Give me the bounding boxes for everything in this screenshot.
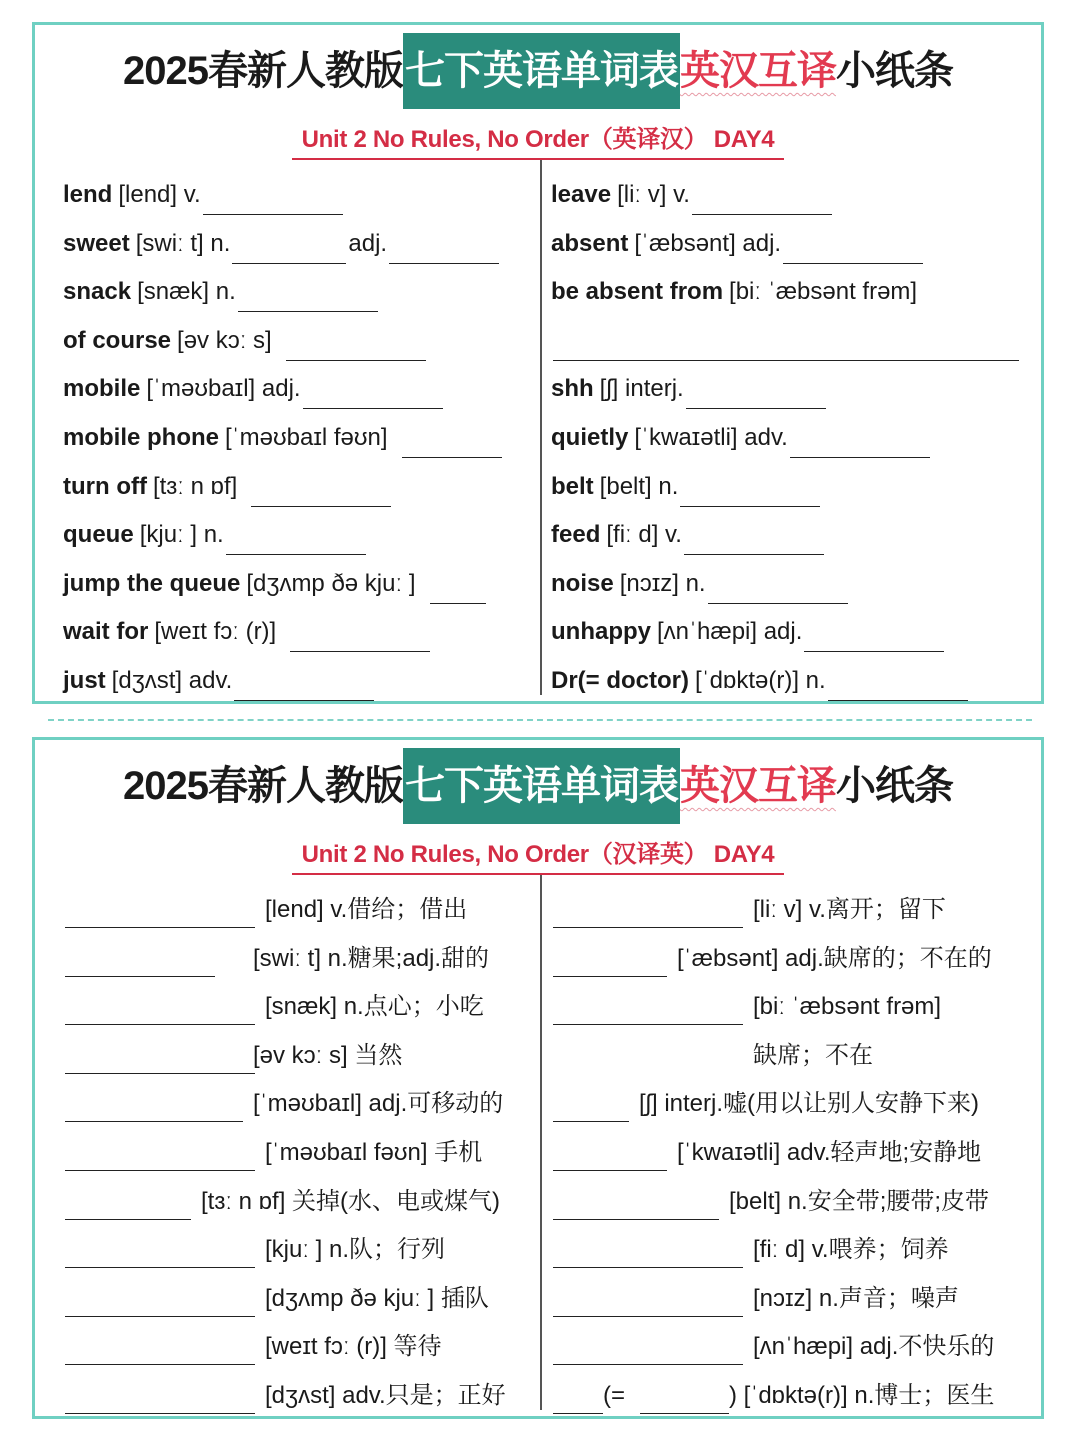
- vocab-row: [551, 987, 1031, 1027]
- vocab-meaning: [ˈæbsənt] adj.缺席的；不在的: [677, 944, 992, 972]
- cut-line-divider: [48, 719, 1032, 721]
- vocab-row: [63, 1036, 543, 1076]
- vocab-phonetic: [əv kɔː s]: [177, 326, 272, 354]
- answer-blank[interactable]: [303, 378, 443, 409]
- answer-blank[interactable]: [65, 1286, 255, 1317]
- answer-blank[interactable]: [553, 1140, 667, 1171]
- vocab-meaning: [ʃ] interj.嘘(用以让别人安静下来): [639, 1090, 980, 1118]
- vocab-meaning: [ˈkwaɪətli] adv.轻声地;安静地: [677, 1139, 982, 1166]
- sheet-title: [35, 748, 1041, 824]
- answer-blank[interactable]: [790, 427, 930, 458]
- vocab-phonetic: [ˈdɒktə(r)] n.: [695, 667, 826, 694]
- vocab-word: unhappy: [551, 618, 651, 646]
- vocab-row: [63, 1230, 543, 1270]
- answer-blank[interactable]: [692, 184, 832, 215]
- vocab-phonetic: [biː ˈæbsənt frəm]: [729, 278, 918, 306]
- vocab-word: turn off: [63, 472, 147, 500]
- answer-blank[interactable]: [828, 670, 968, 701]
- vocab-row: [551, 175, 834, 215]
- vocab-meaning: [dʒʌst] adv.只是；正好: [265, 1382, 506, 1409]
- vocab-word: mobile phone: [63, 424, 219, 451]
- vocab-meaning: [liː v] v.离开；留下: [753, 896, 946, 923]
- answer-blank[interactable]: [553, 1237, 743, 1268]
- vocab-meaning: [snæk] n.点心；小吃: [265, 993, 484, 1021]
- vocab-meaning: [fiː d] v.喂养；饲养: [753, 1236, 949, 1264]
- vocab-row: [63, 939, 543, 979]
- vocab-meaning: [nɔɪz] n.声音；噪声: [753, 1284, 959, 1312]
- vocab-row: [551, 1376, 1031, 1416]
- answer-blank[interactable]: [286, 330, 426, 361]
- vocab-phonetic: [ˈməʊbaɪl fəʊn]: [225, 424, 388, 451]
- vocab-row: [63, 467, 393, 507]
- vocab-word: just: [63, 667, 106, 694]
- answer-blank[interactable]: [232, 233, 346, 264]
- vocab-row: [551, 1182, 1031, 1222]
- vocab-phonetic: [liː v] v.: [617, 181, 690, 208]
- vocab-row: [551, 564, 850, 604]
- answer-blank[interactable]: [553, 946, 667, 977]
- vocab-word: absent: [551, 229, 629, 257]
- vocab-row: [63, 987, 543, 1027]
- vocab-row: [63, 272, 380, 312]
- vocab-meaning: [weɪt fɔː (r)] 等待: [265, 1333, 442, 1361]
- answer-blank[interactable]: [65, 946, 215, 977]
- answer-blank[interactable]: [553, 994, 743, 1025]
- vocab-row: [551, 1133, 1031, 1173]
- vocab-row: [551, 515, 826, 555]
- answer-blank[interactable]: [553, 330, 1019, 361]
- answer-blank[interactable]: [65, 1237, 255, 1268]
- vocab-word: mobile: [63, 375, 141, 403]
- title-part4: 小纸条: [835, 49, 953, 93]
- vocab-meaning: ) [ˈdɒktə(r)] n.博士；医生: [729, 1382, 995, 1409]
- sheet-title: [35, 33, 1041, 109]
- vocab-row: [63, 1327, 543, 1367]
- vocab-meaning: (=: [603, 1382, 626, 1409]
- vocab-phonetic: [snæk] n.: [137, 278, 236, 306]
- answer-blank[interactable]: [553, 1334, 743, 1365]
- vocab-row: [551, 272, 917, 312]
- vocab-row: [63, 1182, 543, 1222]
- answer-blank[interactable]: [226, 524, 366, 555]
- vocab-meaning: [ˈməʊbaɪl] adj.可移动的: [253, 1090, 504, 1118]
- title-part3: 英汉互译: [679, 49, 836, 93]
- vocab-word: sweet: [63, 229, 130, 257]
- vocab-phonetic: [fiː d] v.: [606, 521, 682, 549]
- answer-blank[interactable]: [65, 1091, 243, 1122]
- vocab-word: shh: [551, 375, 594, 403]
- vocab-meaning: [swiː t] n.糖果;adj.甜的: [253, 944, 490, 972]
- vocab-row: [63, 612, 432, 652]
- vocab-word: snack: [63, 278, 132, 306]
- answer-blank[interactable]: [290, 621, 430, 652]
- vocab-word: queue: [63, 521, 134, 549]
- answer-blank[interactable]: [684, 524, 824, 555]
- vocab-phonetic: [dʒʌst] adv.: [111, 667, 233, 694]
- vocab-phonetic: [ˈkwaɪətli] adv.: [634, 424, 788, 451]
- vocab-row: [63, 175, 345, 215]
- vocab-row: [63, 1376, 543, 1416]
- vocab-word: noise: [551, 569, 614, 597]
- answer-blank[interactable]: [238, 281, 378, 312]
- vocab-phonetic: [ˈməʊbaɪl] adj.: [146, 375, 301, 403]
- vocab-row: [63, 1279, 543, 1319]
- vocab-row: [63, 1133, 543, 1173]
- vocab-row: [551, 1279, 1031, 1319]
- vocab-word: belt: [551, 472, 594, 500]
- answer-blank[interactable]: [389, 233, 499, 264]
- answer-blank[interactable]: [553, 1286, 743, 1317]
- vocab-phonetic: [dʒʌmp ðə kjuː ]: [246, 569, 416, 597]
- vocab-row: [63, 369, 445, 409]
- vocab-meaning: [ʌnˈhæpi] adj.不快乐的: [753, 1333, 995, 1361]
- answer-blank[interactable]: [65, 1043, 255, 1074]
- vocab-word: wait for: [63, 618, 149, 646]
- vocab-row: [551, 369, 828, 409]
- vocab-meaning: 缺席；不在: [753, 1041, 873, 1069]
- vocab-phonetic: [lend] v.: [118, 181, 201, 208]
- vocab-word: leave: [551, 181, 612, 208]
- vocab-row: [551, 1230, 1031, 1270]
- vocab-meaning: [dʒʌmp ðə kjuː ] 插队: [265, 1284, 489, 1312]
- worksheet-english-to-chinese: [32, 22, 1044, 704]
- answer-blank[interactable]: [430, 573, 486, 604]
- vocab-row: [551, 1084, 1031, 1124]
- answer-blank[interactable]: [680, 476, 820, 507]
- answer-blank[interactable]: [402, 427, 502, 458]
- vocab-word: quietly: [551, 424, 629, 451]
- vocab-meaning: [belt] n.安全带;腰带;皮带: [729, 1187, 990, 1215]
- vocab-word: feed: [551, 521, 601, 549]
- vocab-word: be absent from: [551, 278, 724, 306]
- answer-blank[interactable]: [203, 184, 343, 215]
- worksheet-chinese-to-english: [32, 737, 1044, 1419]
- vocab-phonetic: [tɜː n ɒf]: [152, 472, 238, 500]
- vocab-row: [551, 661, 970, 701]
- title-part1: 2025春新人教版: [123, 764, 403, 808]
- vocab-row: [63, 515, 368, 555]
- title-part1: 2025春新人教版: [123, 49, 403, 93]
- vocab-row: [551, 939, 1031, 979]
- answer-blank[interactable]: [804, 621, 944, 652]
- vocab-phonetic: [swiː t] n.: [135, 229, 231, 257]
- answer-blank[interactable]: [65, 1383, 255, 1414]
- vocab-phonetic: [kjuː ] n.: [139, 521, 224, 549]
- answer-blank[interactable]: [708, 573, 848, 604]
- vocab-meaning: [kjuː ] n.队；行列: [265, 1236, 446, 1264]
- answer-blank[interactable]: [783, 233, 923, 264]
- vocab-meaning: [lend] v.借给；借出: [265, 896, 468, 923]
- answer-blank[interactable]: [251, 476, 391, 507]
- vocab-phonetic: [belt] n.: [599, 472, 679, 500]
- vocab-phonetic: [ʌnˈhæpi] adj.: [657, 618, 803, 646]
- answer-blank[interactable]: [65, 897, 255, 928]
- vocab-row: [63, 661, 376, 701]
- vocab-row: [63, 890, 543, 930]
- title-part3: 英汉互译: [679, 764, 836, 808]
- answer-blank[interactable]: [553, 1383, 603, 1414]
- title-part2: 七下英语单词表: [403, 33, 680, 109]
- vocab-row: [551, 1327, 1031, 1367]
- vocab-meaning: [ˈməʊbaɪl fəʊn] 手机: [265, 1139, 483, 1166]
- answer-blank[interactable]: [686, 378, 826, 409]
- vocab-row: [551, 467, 822, 507]
- vocab-word: jump the queue: [63, 569, 241, 597]
- vocab-word: lend: [63, 181, 113, 208]
- vocab-phonetic: [nɔɪz] n.: [619, 569, 706, 597]
- answer-blank[interactable]: [234, 670, 374, 701]
- vocab-meaning: [əv kɔː s] 当然: [253, 1041, 403, 1069]
- vocab-row: [63, 1084, 543, 1124]
- vocab-row: [551, 321, 1021, 361]
- answer-blank[interactable]: [553, 1091, 629, 1122]
- unit-subtitle: Unit 2 No Rules, No Order（汉译英） DAY4: [292, 834, 785, 875]
- vocab-word: of course: [63, 326, 172, 354]
- vocab-word: Dr(= doctor): [551, 667, 689, 694]
- vocab-meaning: [biː ˈæbsənt frəm]: [753, 993, 942, 1021]
- answer-blank[interactable]: [65, 994, 255, 1025]
- vocab-row: [551, 1036, 1031, 1076]
- vocab-phonetic: adj.: [348, 229, 388, 257]
- vocab-row: [551, 224, 925, 264]
- title-part4: 小纸条: [835, 764, 953, 808]
- vocab-row: [63, 564, 488, 604]
- vocab-phonetic: [ˈæbsənt] adj.: [634, 229, 782, 257]
- answer-blank[interactable]: [553, 897, 743, 928]
- unit-subtitle: Unit 2 No Rules, No Order（英译汉） DAY4: [292, 119, 785, 160]
- title-part2: 七下英语单词表: [403, 748, 680, 824]
- vocab-phonetic: [ʃ] interj.: [599, 375, 684, 403]
- vocab-row: [551, 890, 1031, 930]
- vocab-row: [551, 418, 932, 458]
- vocab-row: [63, 321, 428, 361]
- vocab-row: [63, 418, 504, 458]
- answer-blank[interactable]: [65, 1140, 255, 1171]
- answer-blank[interactable]: [640, 1383, 729, 1414]
- vocab-row: [551, 612, 946, 652]
- vocab-meaning: [tɜː n ɒf] 关掉(水、电或煤气): [201, 1187, 501, 1215]
- vocab-phonetic: [weɪt fɔː (r)]: [154, 618, 277, 646]
- answer-blank[interactable]: [553, 1189, 719, 1220]
- answer-blank[interactable]: [65, 1334, 255, 1365]
- vocab-row: [63, 224, 501, 264]
- answer-blank[interactable]: [65, 1189, 191, 1220]
- column-divider: [540, 160, 542, 695]
